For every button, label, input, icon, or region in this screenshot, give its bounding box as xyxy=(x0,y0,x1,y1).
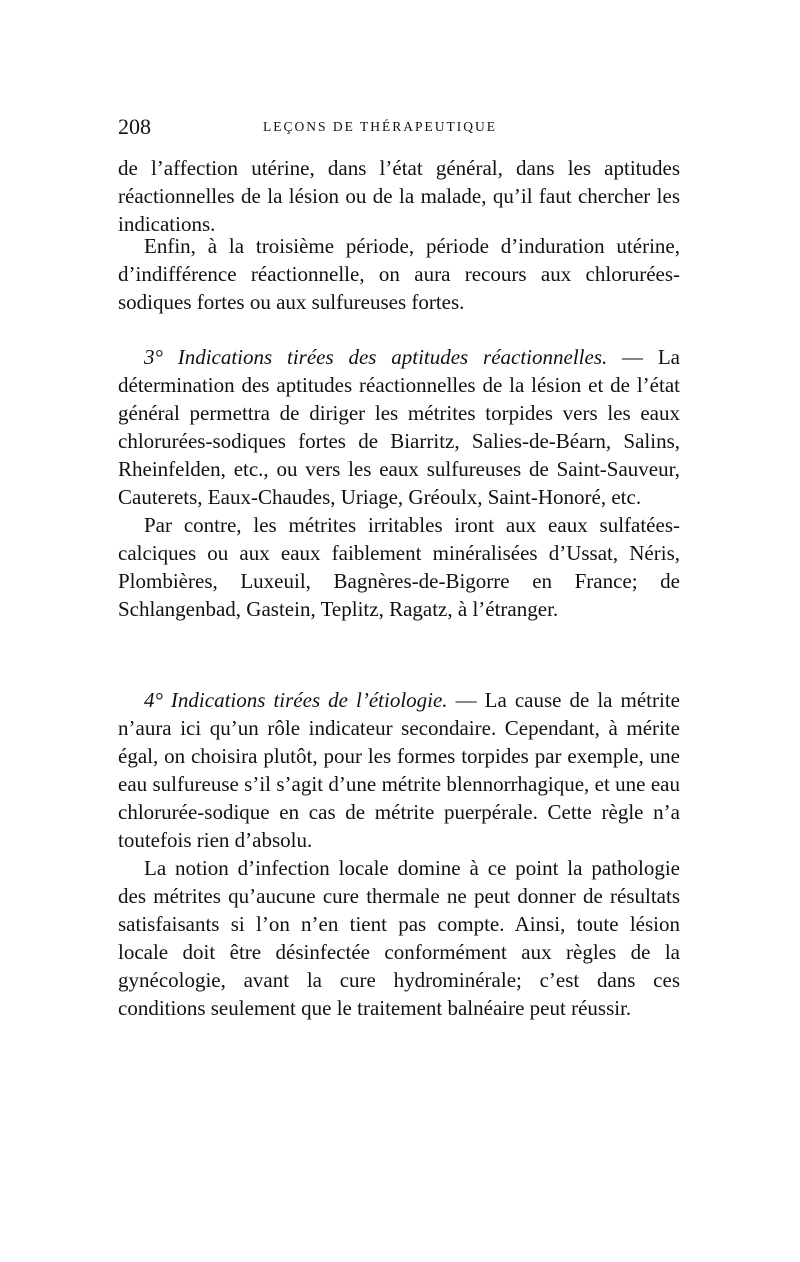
paragraph-6: La notion d’infection locale domine à ce point la pathologie des métrites qu’aucune cure thermale ne peut donner de résultats satisfaisants si l’on n’en tient pas compte. Ainsi, toute lésion locale doit être désinfectée conformément aux règles de la gynécologie, avant la cure hydrominérale; c’est dans ces conditions seulement que le traitement balnéaire peut réussir. xyxy=(118,856,680,1020)
paragraph-3 xyxy=(118,343,680,511)
section-4-heading: 4° Indications tirées de l’étiologie. xyxy=(144,688,448,712)
section-4 xyxy=(118,686,680,1022)
paragraph-5 xyxy=(118,686,680,854)
running-title: LEÇONS DE THÉRAPEUTIQUE xyxy=(263,119,497,134)
paragraph-continuation xyxy=(118,154,680,238)
section-3-heading: 3° Indications tirées des aptitudes réactionnelles. xyxy=(144,345,608,369)
paragraph-4: Par contre, les métrites irritables iront aux eaux sulfatées-calciques ou aux eaux faiblement minéralisées d’Ussat, Néris, Plombières, Luxeuil, Bagnères-de-Bigorre en France; de Schlangenbad, Gastein, Teplitz, Ragatz, à l’étranger. xyxy=(118,513,680,621)
running-head xyxy=(118,114,680,140)
paragraph-third-period xyxy=(118,232,680,316)
section-3-text: — La détermination des aptitudes réactionnelles de la lésion et de l’état général permettra de diriger les métrites torpides vers les eaux chlorurées-sodiques fortes de Biarritz, Salies-de-Béarn, Salins, Rheinfelden, etc., ou vers les eaux sulfureuses de Saint-Sauveur, Cauterets, Eaux-Chaudes, Uriage, Gréoulx, Saint-Honoré, etc. xyxy=(118,345,680,509)
page-number: 208 xyxy=(118,114,151,139)
section-4-text: — La cause de la métrite n’aura ici qu’un rôle indicateur secondaire. Cependant, à mérite égal, on choisira plutôt, pour les formes torpides par exemple, une eau sulfureuse s’il s’agit d’une métrite blennorrhagique, et une eau chlorurée-sodique en cas de métrite puerpérale. Cette règle n’a toutefois rien d’absolu. xyxy=(118,688,681,852)
paragraph-2: Enfin, à la troisième période, période d’induration utérine, d’indifférence réactionnelle, on aura recours aux chlorurées-sodiques fortes ou aux sulfureuses fortes. xyxy=(118,234,680,314)
section-3 xyxy=(118,343,680,623)
paragraph-1: de l’affection utérine, dans l’état général, dans les aptitudes réactionnelles de la lésion ou de la malade, qu’il faut chercher les indications. xyxy=(118,156,680,236)
